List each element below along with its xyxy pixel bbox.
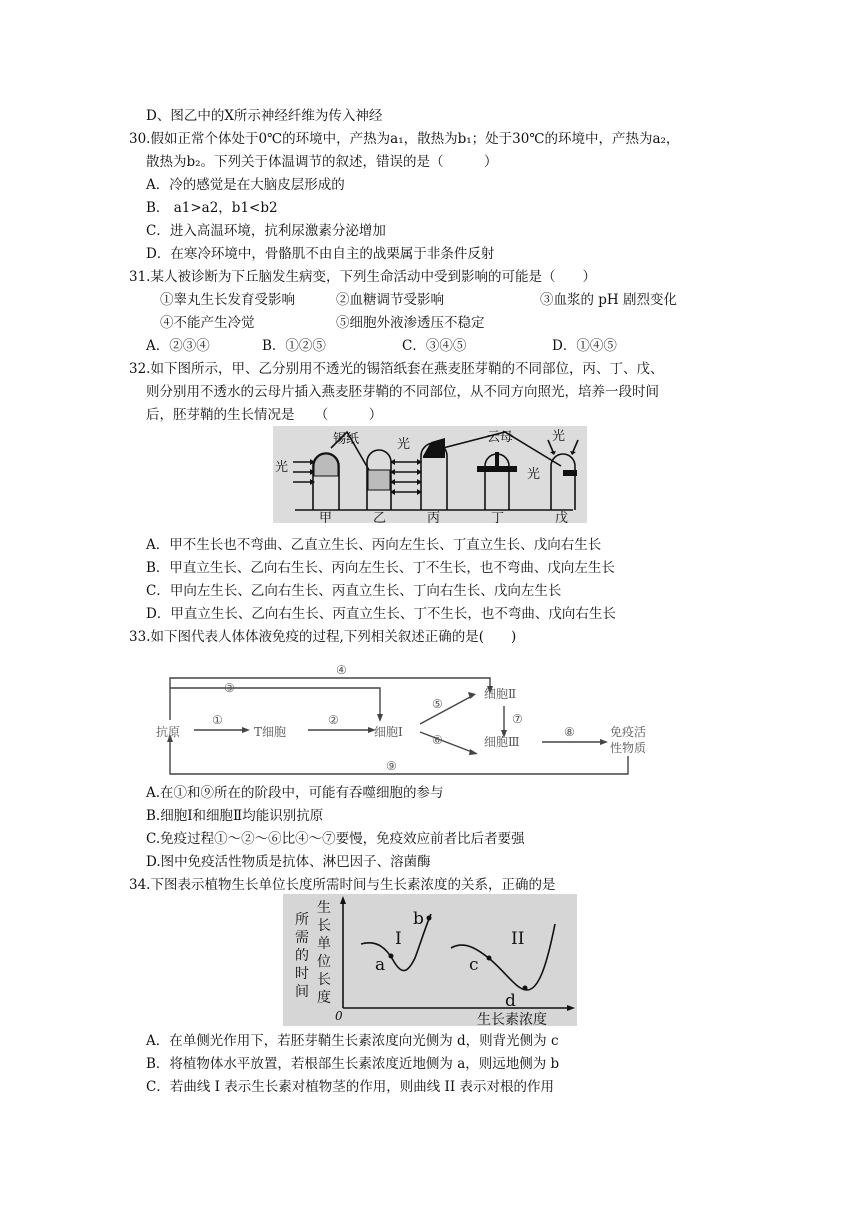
ylabel-right-4: 位 [317, 954, 331, 970]
q30-stem-line1: 30.假如正常个体处于0℃的环境中，产热为a₁，散热为b₁；处于30℃的环境中，产热为a₂， [129, 131, 680, 147]
q29-option-d: D、图乙中的X所示神经纤维为传入神经 [146, 108, 383, 124]
auxin-chart [283, 894, 577, 1026]
q30-option-a: A．冷的感觉是在大脑皮层形成的 [146, 177, 345, 193]
ylabel-right-5: 长 [317, 972, 331, 988]
ylabel-left-1: 所 [295, 912, 309, 928]
q33-option-a: A.在①和⑨所在的阶段中，可能有吞噬细胞的参与 [146, 785, 444, 801]
fig-light-top: 光 [552, 429, 566, 444]
q31-item-2: ②血糖调节受影响 [336, 292, 444, 308]
ylabel-right-2: 长 [317, 918, 331, 934]
point-d-label: d [505, 991, 516, 1011]
ylabel-right-6: 度 [317, 990, 331, 1006]
q34-option-b: B．将植物体水平放置，若根部生长素浓度近地侧为 a，则远地侧为 b [146, 1056, 560, 1072]
q30-option-b: B． a1>a2，b1<b2 [146, 200, 278, 216]
ylabel-right-3: 单 [317, 936, 331, 952]
coleoptile-figure [273, 426, 587, 523]
q31-item-5: ⑤细胞外液渗透压不稳定 [336, 315, 485, 331]
q32-option-d: D．甲直立生长、乙向右生长、丙直立生长、丁不生长，也不弯曲、戊向右生长 [146, 606, 616, 622]
origin-label: 0 [335, 1009, 343, 1023]
q33-option-c: C.免疫过程①～②～⑥比④～⑦要慢，免疫效应前者比后者要强 [146, 831, 525, 847]
fig-active-2: 性物质 [610, 741, 647, 755]
q33-option-b: B.细胞Ⅰ和细胞Ⅱ均能识别抗原 [146, 808, 324, 824]
fig-label-wu: 戊 [555, 511, 569, 523]
ylabel-left-2: 需 [295, 930, 309, 946]
q31-item-1: ①睾丸生长发育受影响 [160, 292, 295, 308]
point-a [389, 954, 394, 959]
q31-item-3: ③血浆的 pH 剧烈变化 [540, 292, 677, 308]
ylabel-left-4: 时 [295, 966, 309, 982]
fig-num-8: ⑧ [564, 725, 575, 739]
fig-light-side: 光 [527, 467, 541, 482]
ylabel-left-5: 间 [295, 984, 309, 1000]
point-c-label: c [469, 955, 479, 975]
q32-option-a: A．甲不生长也不弯曲、乙直立生长、丙向左生长、丁直立生长、戊向右生长 [146, 537, 602, 553]
point-a-label: a [375, 955, 386, 975]
point-b [427, 916, 432, 921]
curve-2 [451, 924, 555, 990]
q30-option-c: C．进入高温环境，抗利尿激素分泌增加 [146, 223, 386, 239]
fig-num-9: ⑨ [386, 759, 397, 773]
fig-tinfoil-label: 锡纸 [333, 432, 360, 447]
fig-label-jia: 甲 [319, 511, 333, 523]
auxin-figure [283, 894, 577, 1026]
q33-stem: 33.如下图代表人体体液免疫的过程,下列相关叙述正确的是( ) [129, 629, 517, 645]
fig-num-4: ④ [336, 663, 347, 677]
fig-label-ding: 丁 [491, 511, 505, 523]
q31-option-c: C．③④⑤ [402, 338, 467, 354]
point-d [523, 986, 528, 991]
q30-stem-line2: 散热为b₂。下列关于体温调节的叙述，错误的是（ ） [146, 154, 498, 170]
q34-option-a: A．在单侧光作用下，若胚芽鞘生长素浓度向光侧为 d，则背光侧为 c [146, 1033, 559, 1049]
q31-option-a: A．②③④ [146, 338, 210, 354]
q30-option-d: D．在寒冷环境中，骨骼肌不由自主的战栗属于非条件反射 [146, 246, 495, 262]
q34-stem: 34.下图表示植物生长单位长度所需时间与生长素浓度的关系，正确的是 [129, 877, 556, 893]
coleoptile-diagram [273, 426, 587, 523]
fig-t-cell: T细胞 [254, 725, 287, 739]
point-b-label: b [413, 909, 424, 929]
immunity-figure [150, 658, 670, 778]
fig-num-7: ⑦ [512, 712, 523, 726]
q31-item-4: ④不能产生冷觉 [160, 315, 255, 331]
q31-option-d: D．①④⑤ [552, 338, 617, 354]
q32-stem-line3: 后，胚芽鞘的生长情况是 （ ） [146, 407, 383, 423]
fig-num-6: ⑥ [432, 733, 443, 747]
fig-cell-3: 细胞Ⅲ [484, 735, 520, 749]
fig-light-left: 光 [275, 460, 289, 475]
fig-cell-2: 细胞Ⅱ [484, 687, 517, 701]
immunity-diagram [150, 658, 670, 778]
fig-num-5: ⑤ [432, 697, 443, 711]
ylabel-right-1: 生 [317, 900, 331, 916]
curve-2-label: II [511, 929, 525, 949]
fig-num-1: ① [212, 713, 223, 727]
q32-option-c: C．甲向左生长、乙向右生长、丙直立生长、丁向右生长、戊向左生长 [146, 583, 562, 599]
fig-cell-1: 细胞Ⅰ [374, 725, 403, 739]
xlabel: 生长素浓度 [477, 1012, 547, 1026]
q32-stem-line2: 则分别用不透水的云母片插入燕麦胚芽鞘的不同部位，从不同方向照光，培养一段时间 [146, 384, 659, 400]
fig-antigen: 抗原 [156, 725, 181, 739]
fig-mica-label: 云母 [487, 430, 514, 445]
fig-light-middle: 光 [397, 437, 411, 452]
fig-label-bing: 丙 [427, 511, 441, 523]
fig-label-yi: 乙 [373, 511, 387, 523]
q32-option-b: B．甲直立生长、乙向右生长、丙向左生长、丁不生长，也不弯曲、戊向左生长 [146, 560, 615, 576]
ylabel-left-3: 的 [295, 948, 309, 964]
q32-stem-line1: 32.如下图所示，甲、乙分别用不透光的锡箔纸套在燕麦胚芽鞘的不同部位，丙、丁、戊、 [129, 361, 664, 377]
fig-active-1: 免疫活 [610, 725, 647, 739]
point-c [487, 956, 492, 961]
q31-stem: 31.某人被诊断为下丘脑发生病变，下列生命活动中受到影响的可能是（ ） [129, 269, 596, 285]
q34-option-c: C．若曲线 I 表示生长素对植物茎的作用，则曲线 II 表示对根的作用 [146, 1079, 554, 1095]
q31-option-b: B．①②⑤ [262, 338, 326, 354]
q33-option-d: D.图中免疫活性物质是抗体、淋巴因子、溶菌酶 [146, 854, 431, 870]
fig-num-2: ② [328, 713, 339, 727]
fig-num-3: ③ [224, 681, 235, 695]
curve-1-label: I [395, 929, 402, 949]
